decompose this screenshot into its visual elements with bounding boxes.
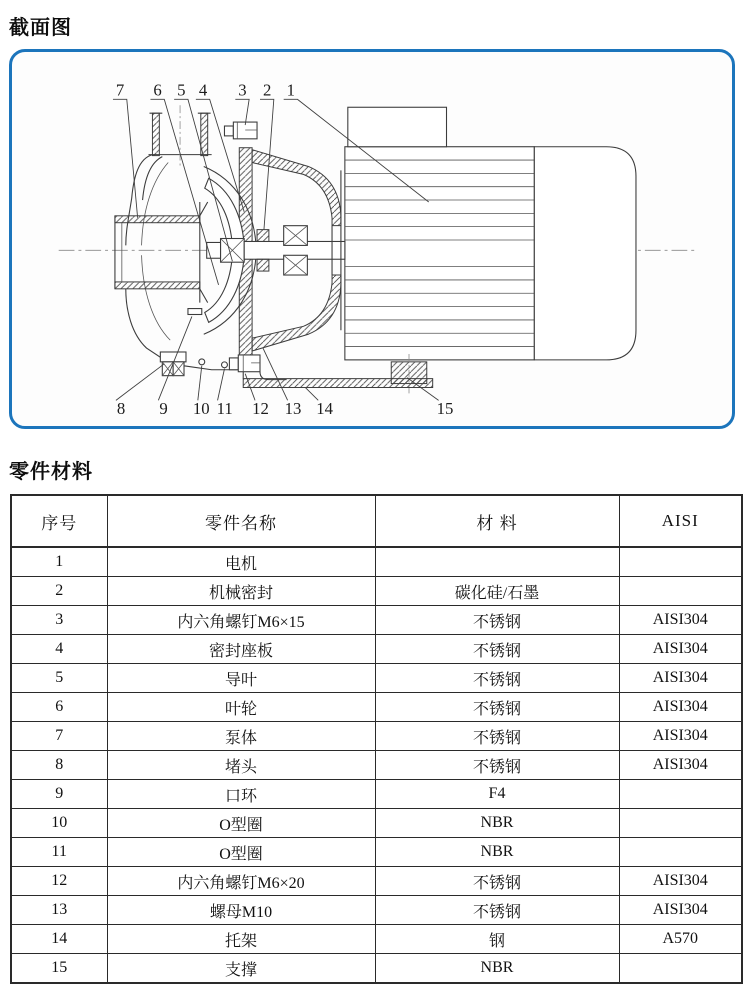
table-row	[11, 751, 742, 780]
mechanical-seal	[257, 230, 269, 242]
motor	[345, 107, 636, 393]
wear-ring	[188, 309, 202, 315]
section-title-parts-material: 零件材料	[9, 461, 93, 483]
table-cell: 4	[11, 635, 107, 664]
table-cell: 支撑	[107, 954, 375, 984]
table-cell	[619, 809, 742, 838]
table-cell: 不锈钢	[375, 606, 619, 635]
table-cell: 导叶	[107, 664, 375, 693]
socket-screw-bottom	[229, 355, 286, 380]
table-cell	[619, 577, 742, 606]
plug-boss	[160, 352, 186, 362]
table-cell: AISI304	[619, 693, 742, 722]
section-title-cross-section: 截面图	[9, 17, 72, 39]
table-cell: AISI304	[619, 606, 742, 635]
impeller	[205, 178, 244, 322]
table-row	[11, 838, 742, 867]
shaft-and-bearings	[244, 226, 345, 275]
table-cell: 11	[11, 838, 107, 867]
table-cell: O型圈	[107, 838, 375, 867]
parts-table-header	[11, 495, 742, 547]
table-cell: 电机	[107, 547, 375, 577]
callout-label-6: 6	[153, 80, 162, 100]
table-cell	[619, 547, 742, 577]
callout-label-12: 12	[252, 399, 269, 419]
table-cell: 口环	[107, 780, 375, 809]
table-cell: 不锈钢	[375, 635, 619, 664]
table-cell: 密封座板	[107, 635, 375, 664]
socket-screw-top	[224, 122, 257, 139]
callout-label-14: 14	[316, 399, 334, 419]
table-cell: 不锈钢	[375, 896, 619, 925]
table-cell: AISI304	[619, 867, 742, 896]
callout-label-4: 4	[198, 80, 208, 100]
diagram-panel	[9, 49, 735, 429]
table-cell	[375, 547, 619, 577]
table-row	[11, 867, 742, 896]
table-row	[11, 577, 742, 606]
pump-cross-section-diagram	[12, 52, 732, 426]
table-cell: 12	[11, 867, 107, 896]
table-cell: 叶轮	[107, 693, 375, 722]
table-cell: 泵体	[107, 722, 375, 751]
table-cell: 内六角螺钉M6×15	[107, 606, 375, 635]
callout-label-7: 7	[115, 80, 125, 100]
table-cell: 5	[11, 664, 107, 693]
table-cell: 不锈钢	[375, 751, 619, 780]
table-cell: 8	[11, 751, 107, 780]
table-cell: 不锈钢	[375, 867, 619, 896]
table-row	[11, 664, 742, 693]
mechanical-seal	[257, 259, 269, 271]
column-header-0: 序号	[11, 495, 107, 547]
parts-table	[10, 494, 743, 984]
callout-label-2: 2	[262, 80, 272, 100]
column-header-3: AISI	[619, 495, 742, 547]
callout-label-9: 9	[159, 399, 168, 419]
table-cell: 3	[11, 606, 107, 635]
table-cell: 托架	[107, 925, 375, 954]
callout-label-13: 13	[284, 399, 302, 419]
callout-label-15: 15	[436, 399, 454, 419]
table-cell	[619, 838, 742, 867]
callout-label-3: 3	[238, 80, 247, 100]
table-cell: 内六角螺钉M6×20	[107, 867, 375, 896]
table-cell: 螺母M10	[107, 896, 375, 925]
table-cell: 不锈钢	[375, 664, 619, 693]
table-cell: 机械密封	[107, 577, 375, 606]
o-ring	[199, 359, 205, 365]
table-cell: 9	[11, 780, 107, 809]
plug-and-rings	[160, 309, 227, 376]
table-cell	[619, 954, 742, 984]
motor-end-cap	[534, 147, 636, 360]
suction-pipe-wall	[115, 282, 200, 289]
table-cell: 1	[11, 547, 107, 577]
table-cell: 6	[11, 693, 107, 722]
table-cell: AISI304	[619, 722, 742, 751]
table-row	[11, 722, 742, 751]
callout-label-5: 5	[177, 80, 186, 100]
table-cell: F4	[375, 780, 619, 809]
table-cell: NBR	[375, 954, 619, 984]
table-row	[11, 606, 742, 635]
callout-label-1: 1	[286, 80, 296, 100]
table-cell: NBR	[375, 809, 619, 838]
table-cell: 堵头	[107, 751, 375, 780]
table-cell: 7	[11, 722, 107, 751]
table-cell: NBR	[375, 838, 619, 867]
motor-junction-box	[348, 107, 447, 146]
table-cell: 不锈钢	[375, 722, 619, 751]
table-row	[11, 809, 742, 838]
suction-pipe-wall	[115, 216, 200, 223]
table-row	[11, 547, 742, 577]
table-cell: 10	[11, 809, 107, 838]
table-cell: AISI304	[619, 896, 742, 925]
parts-table-body	[11, 547, 742, 983]
table-cell: 碳化硅/石墨	[375, 577, 619, 606]
table-cell: AISI304	[619, 664, 742, 693]
table-row	[11, 635, 742, 664]
table-row	[11, 693, 742, 722]
callout-label-11: 11	[216, 399, 233, 419]
table-row	[11, 780, 742, 809]
table-cell: 15	[11, 954, 107, 984]
table-cell: A570	[619, 925, 742, 954]
column-header-2: 材 料	[375, 495, 619, 547]
callout-label-8: 8	[116, 399, 126, 419]
table-cell: O型圈	[107, 809, 375, 838]
table-cell	[619, 780, 742, 809]
table-cell: 13	[11, 896, 107, 925]
table-cell: 不锈钢	[375, 693, 619, 722]
table-cell: 2	[11, 577, 107, 606]
table-cell: 14	[11, 925, 107, 954]
discharge-port-wall	[152, 113, 159, 155]
table-row	[11, 896, 742, 925]
o-ring	[222, 362, 228, 368]
table-cell: AISI304	[619, 635, 742, 664]
table-row	[11, 954, 742, 984]
table-cell: 钢	[375, 925, 619, 954]
column-header-1: 零件名称	[107, 495, 375, 547]
table-cell: AISI304	[619, 751, 742, 780]
table-row	[11, 925, 742, 954]
callout-label-10: 10	[192, 399, 210, 419]
